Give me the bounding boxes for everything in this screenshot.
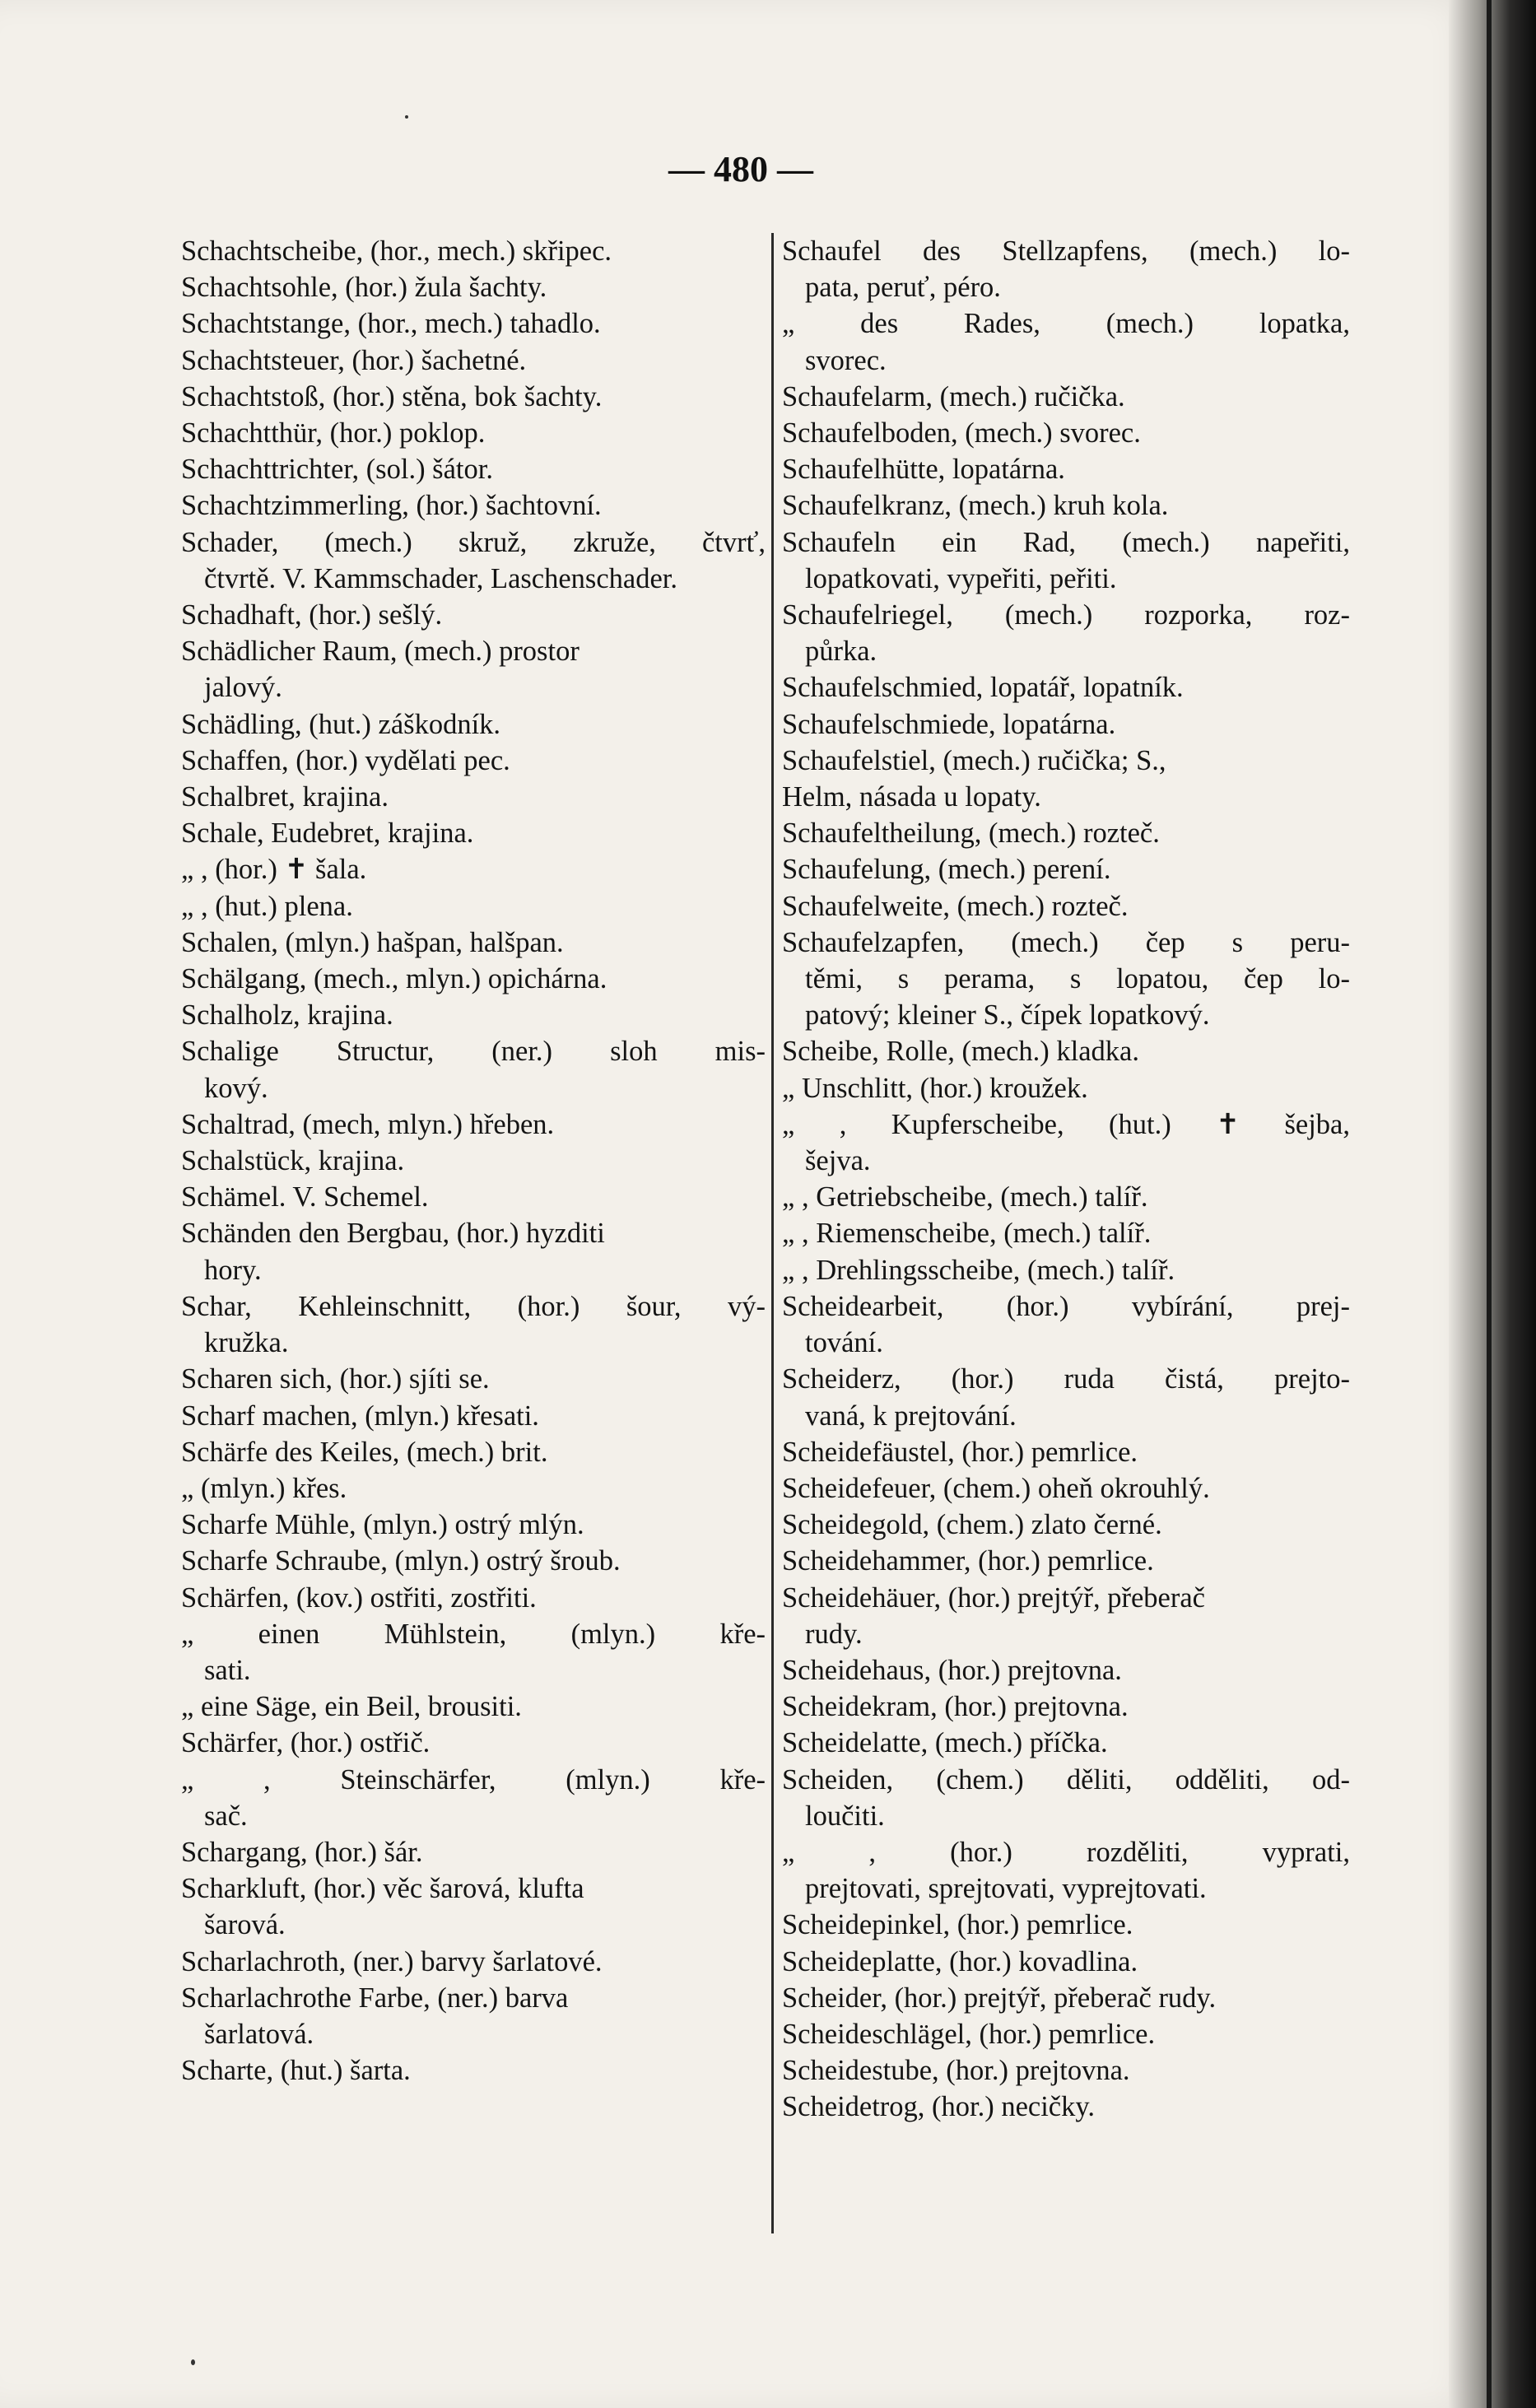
dictionary-line: Scharte, (hut.) šarta. (181, 2055, 411, 2087)
dictionary-line: Schalstück, krajina. (181, 1145, 405, 1177)
dictionary-line: Schaufelweite, (mech.) rozteč. (782, 890, 1129, 922)
dictionary-line: lopatkovati, vypeřiti, peřiti. (805, 562, 1117, 594)
dictionary-line: Schälgang, (mech., mlyn.) opichárna. (181, 963, 607, 995)
dictionary-line: hory. (204, 1254, 262, 1286)
dictionary-line: Schadhaft, (hor.) sešlý. (181, 599, 443, 631)
dictionary-line: Scharen sich, (hor.) sjíti se. (181, 1363, 490, 1395)
paper-speck (405, 115, 408, 119)
dictionary-line: svorec. (805, 344, 887, 376)
dictionary-line: Schaffen, (hor.) vydělati pec. (181, 744, 510, 776)
dictionary-line: Scheidegold, (chem.) zlato černé. (782, 1509, 1162, 1541)
dictionary-line: Scheibe, Rolle, (mech.) kladka. (782, 1036, 1139, 1068)
dictionary-line: Schachtthür, (hor.) poklop. (181, 417, 486, 449)
dictionary-line: Scheideplatte, (hor.) kovadlina. (782, 1945, 1138, 1977)
dictionary-line: Scheidehaus, (hor.) prejtovna. (782, 1654, 1122, 1686)
dictionary-line: čtvrtě. V. Kammschader, Laschenschader. (204, 562, 678, 594)
dictionary-line: Scharlachroth, (ner.) barvy šarlatové. (181, 1945, 603, 1977)
dictionary-line: Schachttrichter, (sol.) šátor. (181, 454, 493, 486)
dictionary-line: „ , (hut.) plena. (181, 890, 353, 922)
dictionary-line: šarlatová. (204, 2018, 314, 2050)
dictionary-line: „ des Rades, (mech.) lopatka, (782, 308, 1350, 340)
dictionary-line: Schärfer, (hor.) ostřič. (181, 1727, 431, 1759)
dictionary-line: půrka. (805, 636, 877, 668)
dictionary-line: Schaufelkranz, (mech.) kruh kola. (782, 490, 1169, 522)
dictionary-line: jalový. (204, 672, 282, 704)
dictionary-line: Scharf machen, (mlyn.) křesati. (181, 1400, 539, 1432)
dictionary-line: Schaufelung, (mech.) perení. (782, 854, 1111, 886)
dictionary-line: kružka. (204, 1327, 289, 1359)
dictionary-line: sač. (204, 1800, 248, 1832)
dictionary-line: Schalige Structur, (ner.) sloh mis- (181, 1036, 766, 1068)
dictionary-line: „ , Getriebscheibe, (mech.) talíř. (782, 1181, 1148, 1213)
dictionary-line: Schargang, (hor.) šár. (181, 1836, 423, 1868)
dictionary-line: Scheideschlägel, (hor.) pemrlice. (782, 2018, 1156, 2050)
left-column (181, 233, 766, 2242)
dictionary-line: „ , Kupferscheibe, (hut.) ✝ šejba, (782, 1108, 1350, 1140)
dictionary-line: Scharkluft, (hor.) věc šarová, klufta (181, 1873, 584, 1905)
dictionary-line: Schachtsohle, (hor.) žula šachty. (181, 272, 547, 304)
dictionary-line: „ , Steinschärfer, (mlyn.) kře- (181, 1763, 766, 1796)
dictionary-line: Schale, Eudebret, krajina. (181, 817, 474, 850)
dictionary-line: Schaufelstiel, (mech.) ručička; S., (782, 744, 1166, 776)
dictionary-line: Schaufelarm, (mech.) ručička. (782, 380, 1125, 412)
dictionary-line: Schaufelschmiede, lopatárna. (782, 708, 1116, 740)
page-edge-shadow (1449, 0, 1536, 2408)
dictionary-line: „ , (hor.) ✝ šala. (181, 854, 367, 886)
dictionary-line: Schämel. V. Schemel. (181, 1181, 429, 1213)
dictionary-line: kový. (204, 1072, 268, 1104)
dictionary-line: Scheiderz, (hor.) ruda čistá, prejto- (782, 1363, 1350, 1395)
dictionary-line: tování. (805, 1327, 883, 1359)
dictionary-line: Schaufelriegel, (mech.) rozporka, roz- (782, 599, 1350, 631)
dictionary-line: pata, peruť, péro. (805, 272, 1001, 304)
dictionary-line: Schaufelhütte, lopatárna. (782, 454, 1065, 486)
page-number: — 480 — (668, 149, 813, 189)
dictionary-line: Schaufelschmied, lopatář, lopatník. (782, 672, 1184, 704)
dictionary-line: Schaufeln ein Rad, (mech.) napeřiti, (782, 526, 1350, 558)
dictionary-line: Scheiden, (chem.) děliti, odděliti, od- (782, 1763, 1350, 1796)
dictionary-line: Schalbret, krajina. (181, 781, 389, 813)
dictionary-line: prejtovati, sprejtovati, vyprejtovati. (805, 1873, 1207, 1905)
dictionary-line: Scharlachrothe Farbe, (ner.) barva (181, 1982, 569, 2014)
dictionary-line: Schänden den Bergbau, (hor.) hyzditi (181, 1218, 605, 1250)
dictionary-line: Scheidelatte, (mech.) příčka. (782, 1727, 1108, 1759)
dictionary-line: sati. (204, 1654, 251, 1686)
dictionary-line: Scharfe Schraube, (mlyn.) ostrý šroub. (181, 1545, 621, 1577)
dictionary-line: loučiti. (805, 1800, 885, 1832)
dictionary-line: Schädlicher Raum, (mech.) prostor (181, 636, 579, 668)
dictionary-line: rudy. (805, 1618, 863, 1650)
dictionary-line: Schachtstange, (hor., mech.) tahadlo. (181, 308, 601, 340)
dictionary-line: „ eine Säge, ein Beil, brousiti. (181, 1691, 522, 1723)
dictionary-line: Schachtsteuer, (hor.) šachetné. (181, 344, 527, 376)
dictionary-line: „ (mlyn.) křes. (181, 1472, 347, 1504)
dictionary-line: Schaltrad, (mech, mlyn.) hřeben. (181, 1108, 555, 1140)
dictionary-line: Schaufel des Stellzapfens, (mech.) lo- (782, 235, 1350, 267)
dictionary-line: Helm, násada u lopaty. (782, 781, 1041, 813)
dictionary-line: patový; kleiner S., čípek lopatkový. (805, 999, 1210, 1032)
dictionary-line: Scharfe Mühle, (mlyn.) ostrý mlýn. (181, 1509, 584, 1541)
dictionary-line: Schalholz, krajina. (181, 999, 393, 1032)
dictionary-line: „ Unschlitt, (hor.) kroužek. (782, 1072, 1088, 1104)
dictionary-line: „ , (hor.) rozděliti, vyprati, (782, 1836, 1350, 1868)
dictionary-line: Scheidestube, (hor.) prejtovna. (782, 2055, 1130, 2087)
dictionary-line: Schalen, (mlyn.) hašpan, halšpan. (181, 926, 564, 958)
paper-speck (191, 2359, 195, 2365)
dictionary-line: vaná, k prejtování. (805, 1400, 1017, 1432)
dictionary-line: Schachtzimmerling, (hor.) šachtovní. (181, 490, 602, 522)
dictionary-line: Scheidehäuer, (hor.) prejtýř, přeberač (782, 1581, 1205, 1614)
dictionary-line: Schar, Kehleinschnitt, (hor.) šour, vý- (181, 1290, 766, 1322)
dictionary-line: Schaufelzapfen, (mech.) čep s peru- (782, 926, 1350, 958)
dictionary-line: „ einen Mühlstein, (mlyn.) kře- (181, 1618, 766, 1650)
dictionary-line: „ , Drehlingsscheibe, (mech.) talíř. (782, 1254, 1175, 1286)
dictionary-line: Scheidearbeit, (hor.) vybírání, prej- (782, 1290, 1350, 1322)
binding-edge (1487, 0, 1492, 2408)
dictionary-line: „ , Riemenscheibe, (mech.) talíř. (782, 1218, 1152, 1250)
column-divider (771, 233, 774, 2233)
dictionary-line: Scheidefäustel, (hor.) pemrlice. (782, 1436, 1138, 1468)
dictionary-line: Schachtscheibe, (hor., mech.) skřipec. (181, 235, 612, 267)
dictionary-line: Scheidefeuer, (chem.) oheň okrouhlý. (782, 1472, 1210, 1504)
dictionary-line: těmi, s perama, s lopatou, čep lo- (805, 963, 1350, 995)
dictionary-line: šejva. (805, 1145, 871, 1177)
dictionary-line: Scheidepinkel, (hor.) pemrlice. (782, 1909, 1133, 1941)
dictionary-line: Scheider, (hor.) prejtýř, přeberač rudy. (782, 1982, 1217, 2014)
dictionary-line: šarová. (204, 1909, 286, 1941)
dictionary-line: Schärfe des Keiles, (mech.) brit. (181, 1436, 548, 1468)
dictionary-line: Schaufelboden, (mech.) svorec. (782, 417, 1141, 449)
right-column (782, 233, 1350, 2242)
dictionary-line: Scheidetrog, (hor.) necičky. (782, 2091, 1096, 2123)
dictionary-line: Scheidekram, (hor.) prejtovna. (782, 1691, 1129, 1723)
dictionary-line: Schachtstoß, (hor.) stěna, bok šachty. (181, 380, 603, 412)
dictionary-line: Schärfen, (kov.) ostřiti, zostřiti. (181, 1581, 537, 1614)
dictionary-line: Schader, (mech.) skruž, zkruže, čtvrť, (181, 526, 766, 558)
dictionary-line: Schaufeltheilung, (mech.) rozteč. (782, 817, 1160, 850)
dictionary-line: Schädling, (hut.) záškodník. (181, 708, 501, 740)
dictionary-line: Scheidehammer, (hor.) pemrlice. (782, 1545, 1154, 1577)
